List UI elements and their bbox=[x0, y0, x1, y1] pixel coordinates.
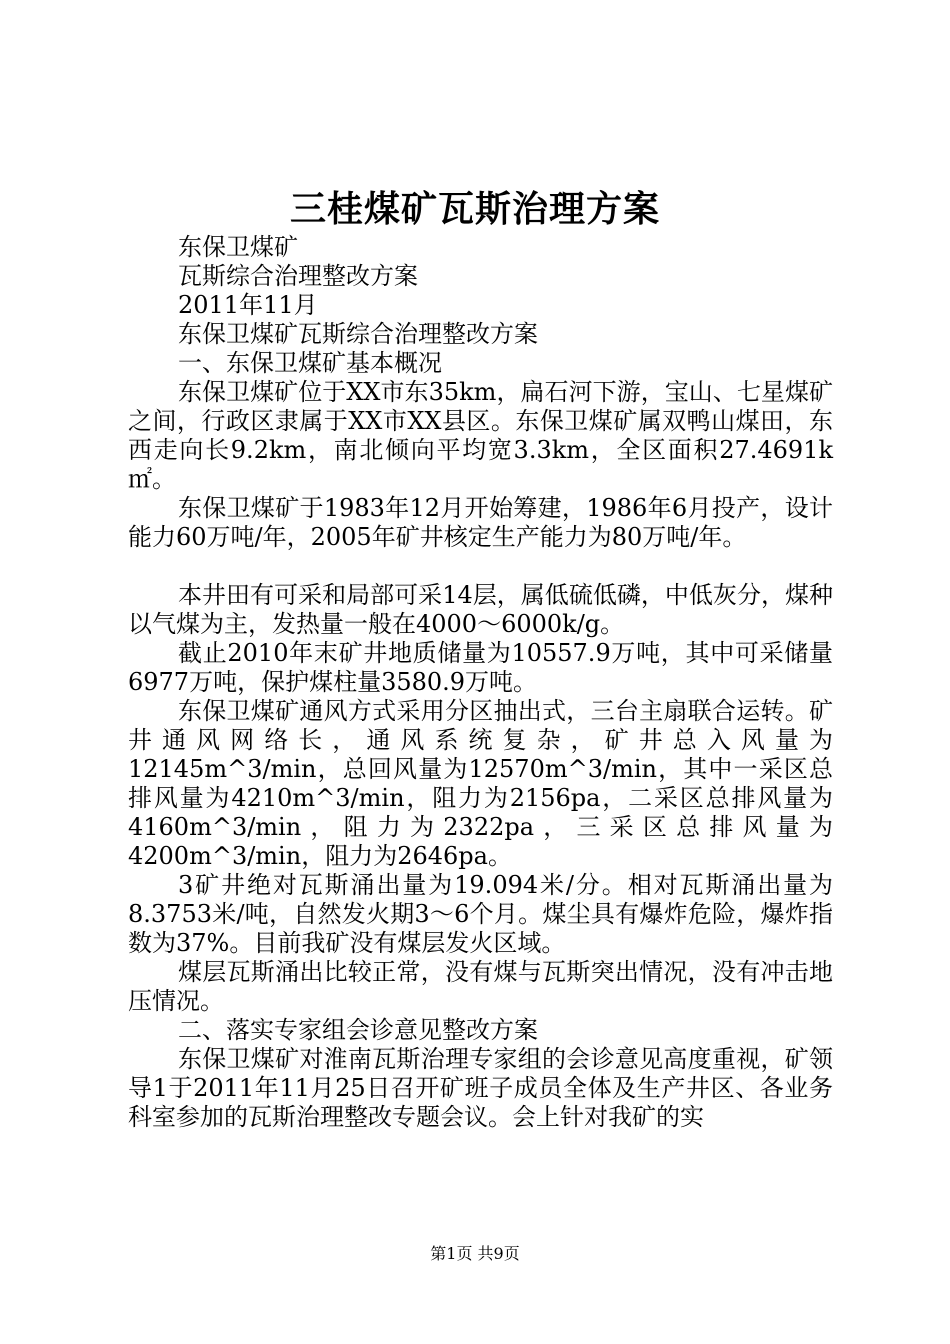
section-heading: 二、落实专家组会诊意见整改方案 bbox=[178, 1016, 538, 1044]
document-title: 三桂煤矿瓦斯治理方案 bbox=[289, 188, 660, 230]
paragraph: 煤层瓦斯涌出比较正常，没有煤与瓦斯突出情况，没有冲击地压情况。 bbox=[128, 958, 833, 1015]
paragraph: 瓦斯综合治理整改方案 bbox=[178, 262, 418, 290]
paragraph: 东保卫煤矿位于XX市东35km，扁石河下游，宝山、七星煤矿之间，行政区隶属于XX市XX县区。东保卫煤矿属双鸭山煤田，东西走向长9.2km，南北倾向平均宽3.3km，全区面积27.4691k㎡。 bbox=[128, 378, 833, 493]
page-footer: 第1页 共9页 bbox=[430, 1244, 520, 1263]
paragraph: 3矿井绝对瓦斯涌出量为19.094米/分。相对瓦斯涌出量为8.3753米/吨，自然发火期3～6个月。煤尘具有爆炸危险，爆炸指数为37%。目前我矿没有煤层发火区域。 bbox=[128, 871, 833, 957]
paragraph: 东保卫煤矿 bbox=[178, 233, 298, 261]
paragraph: 东保卫煤矿瓦斯综合治理整改方案 bbox=[178, 320, 538, 348]
paragraph: 东保卫煤矿通风方式采用分区抽出式，三台主扇联合运转。矿井通风网络长，通风系统复杂，矿井总入风量为12145m^3/min，总回风量为12570m^3/min，其中一采区总排风量为4210m^3/min，阻力为2156pa，二采区总排风量为4160m^3/min，阻力为2322pa，三采区总排风量为4200m^3/min，阻力为2646pa。 bbox=[128, 697, 833, 870]
paragraph: 截止2010年末矿井地质储量为10557.9万吨，其中可采储量6977万吨，保护煤柱量3580.9万吨。 bbox=[128, 639, 833, 696]
section-heading: 一、东保卫煤矿基本概况 bbox=[178, 349, 442, 377]
paragraph: 东保卫煤矿对淮南瓦斯治理专家组的会诊意见高度重视，矿领导1于2011年11月25日召开矿班子成员全体及生产井区、各业务科室参加的瓦斯治理整改专题会议。会上针对我矿的实 bbox=[128, 1045, 833, 1131]
document-body bbox=[128, 233, 833, 1132]
paragraph: 本井田有可采和局部可采14层，属低硫低磷，中低灰分，煤种以气煤为主，发热量一般在4000～6000k/g。 bbox=[128, 581, 833, 638]
paragraph: 2011年11月 bbox=[178, 291, 318, 319]
paragraph: 东保卫煤矿于1983年12月开始筹建，1986年6月投产，设计能力60万吨/年，2005年矿井核定生产能力为80万吨/年。 bbox=[128, 494, 833, 551]
